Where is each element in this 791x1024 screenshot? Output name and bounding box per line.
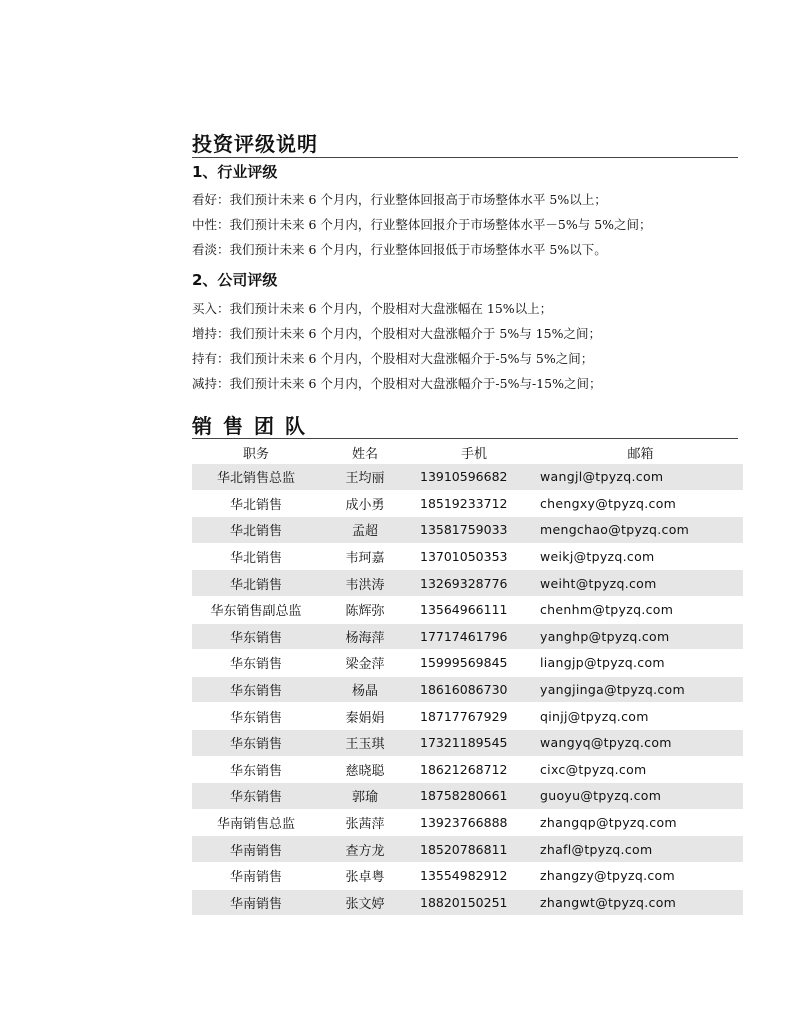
cell-name: 韦洪涛 xyxy=(320,569,410,596)
cell-role: 华南销售总监 xyxy=(192,809,320,836)
table-row xyxy=(192,702,743,729)
header-phone: 手机 xyxy=(460,446,487,462)
table-row xyxy=(192,463,743,490)
table-row xyxy=(192,782,743,809)
cell-phone: 13910596682 xyxy=(410,463,538,490)
cell-email: cixc@tpyzq.com xyxy=(538,756,743,783)
company-rating-heading: 2、公司评级 xyxy=(192,271,278,289)
industry-rating-neutral: 中性：我们预计未来 6 个月内，行业整体回报介于市场整体水平－5%与 5%之间； xyxy=(192,217,652,232)
header-role: 职务 xyxy=(242,446,269,462)
company-rating-overweight: 增持：我们预计未来 6 个月内，个股相对大盘涨幅介于 5%与 15%之间； xyxy=(192,326,601,341)
cell-role: 华北销售 xyxy=(192,516,320,543)
cell-email: weiht@tpyzq.com xyxy=(538,569,743,596)
cell-phone: 13923766888 xyxy=(410,809,538,836)
cell-role: 华南销售 xyxy=(192,889,320,916)
cell-phone: 18717767929 xyxy=(410,702,538,729)
cell-email: chenhm@tpyzq.com xyxy=(538,596,743,623)
cell-phone: 18520786811 xyxy=(410,835,538,862)
cell-phone: 17717461796 xyxy=(410,623,538,650)
sales-team-rows xyxy=(192,463,743,915)
cell-email: qinjj@tpyzq.com xyxy=(538,702,743,729)
cell-phone: 15999569845 xyxy=(410,649,538,676)
cell-phone: 17321189545 xyxy=(410,729,538,756)
sales-team-table xyxy=(192,441,743,915)
rating-section-title: 投资评级说明 xyxy=(192,132,318,156)
header-email: 邮箱 xyxy=(627,446,654,462)
cell-name: 郭瑜 xyxy=(320,782,410,809)
company-rating-hold: 持有：我们预计未来 6 个月内，个股相对大盘涨幅介于-5%与 5%之间； xyxy=(192,351,594,366)
cell-email: liangjp@tpyzq.com xyxy=(538,649,743,676)
sales-team-title: 销售团队 xyxy=(192,414,316,438)
cell-role: 华南销售 xyxy=(192,835,320,862)
table-row xyxy=(192,756,743,783)
table-row xyxy=(192,649,743,676)
cell-name: 孟超 xyxy=(320,516,410,543)
cell-role: 华东销售 xyxy=(192,649,320,676)
cell-role: 华北销售 xyxy=(192,490,320,517)
table-row xyxy=(192,596,743,623)
company-rating-reduce: 减持：我们预计未来 6 个月内，个股相对大盘涨幅介于-5%与-15%之间； xyxy=(192,376,602,391)
cell-name: 杨晶 xyxy=(320,676,410,703)
cell-role: 华东销售副总监 xyxy=(192,596,320,623)
cell-email: zhafl@tpyzq.com xyxy=(538,835,743,862)
table-row xyxy=(192,516,743,543)
cell-name: 秦娟娟 xyxy=(320,702,410,729)
cell-phone: 18621268712 xyxy=(410,756,538,783)
table-row xyxy=(192,543,743,570)
cell-name: 张卓粤 xyxy=(320,862,410,889)
cell-role: 华北销售 xyxy=(192,569,320,596)
rating-title-divider xyxy=(192,157,738,158)
cell-role: 华东销售 xyxy=(192,676,320,703)
cell-name: 张茜萍 xyxy=(320,809,410,836)
cell-name: 韦珂嘉 xyxy=(320,543,410,570)
cell-name: 王均丽 xyxy=(320,463,410,490)
cell-role: 华东销售 xyxy=(192,782,320,809)
cell-email: yangjinga@tpyzq.com xyxy=(538,676,743,703)
cell-role: 华北销售 xyxy=(192,543,320,570)
table-row xyxy=(192,809,743,836)
table-row xyxy=(192,623,743,650)
cell-email: wangjl@tpyzq.com xyxy=(538,463,743,490)
cell-phone: 18616086730 xyxy=(410,676,538,703)
table-header-row xyxy=(192,441,743,463)
cell-phone: 18758280661 xyxy=(410,782,538,809)
table-row xyxy=(192,889,743,916)
cell-role: 华北销售总监 xyxy=(192,463,320,490)
cell-email: mengchao@tpyzq.com xyxy=(538,516,743,543)
cell-phone: 13581759033 xyxy=(410,516,538,543)
table-row xyxy=(192,490,743,517)
industry-rating-positive: 看好：我们预计未来 6 个月内，行业整体回报高于市场整体水平 5%以上； xyxy=(192,192,607,207)
cell-name: 王玉琪 xyxy=(320,729,410,756)
cell-email: chengxy@tpyzq.com xyxy=(538,490,743,517)
cell-email: zhangwt@tpyzq.com xyxy=(538,889,743,916)
cell-name: 陈辉弥 xyxy=(320,596,410,623)
table-row xyxy=(192,569,743,596)
cell-email: weikj@tpyzq.com xyxy=(538,543,743,570)
table-row xyxy=(192,862,743,889)
cell-name: 梁金萍 xyxy=(320,649,410,676)
cell-role: 华东销售 xyxy=(192,702,320,729)
cell-email: zhangzy@tpyzq.com xyxy=(538,862,743,889)
cell-phone: 13564966111 xyxy=(410,596,538,623)
cell-role: 华东销售 xyxy=(192,729,320,756)
cell-email: zhangqp@tpyzq.com xyxy=(538,809,743,836)
cell-phone: 13554982912 xyxy=(410,862,538,889)
cell-phone: 13269328776 xyxy=(410,569,538,596)
cell-name: 慈晓聪 xyxy=(320,756,410,783)
header-name: 姓名 xyxy=(351,446,378,462)
industry-rating-heading: 1、行业评级 xyxy=(192,163,278,181)
cell-email: wangyq@tpyzq.com xyxy=(538,729,743,756)
table-row xyxy=(192,729,743,756)
cell-email: yanghp@tpyzq.com xyxy=(538,623,743,650)
cell-name: 杨海萍 xyxy=(320,623,410,650)
cell-role: 华南销售 xyxy=(192,862,320,889)
cell-phone: 18519233712 xyxy=(410,490,538,517)
cell-name: 成小勇 xyxy=(320,490,410,517)
table-row xyxy=(192,676,743,703)
cell-email: guoyu@tpyzq.com xyxy=(538,782,743,809)
cell-role: 华东销售 xyxy=(192,756,320,783)
cell-name: 查方龙 xyxy=(320,835,410,862)
cell-phone: 18820150251 xyxy=(410,889,538,916)
cell-name: 张文婷 xyxy=(320,889,410,916)
cell-role: 华东销售 xyxy=(192,623,320,650)
sales-team-divider xyxy=(192,438,738,439)
table-row xyxy=(192,835,743,862)
cell-phone: 13701050353 xyxy=(410,543,538,570)
company-rating-buy: 买入：我们预计未来 6 个月内，个股相对大盘涨幅在 15%以上； xyxy=(192,301,553,316)
industry-rating-negative: 看淡：我们预计未来 6 个月内，行业整体回报低于市场整体水平 5%以下。 xyxy=(192,242,607,257)
